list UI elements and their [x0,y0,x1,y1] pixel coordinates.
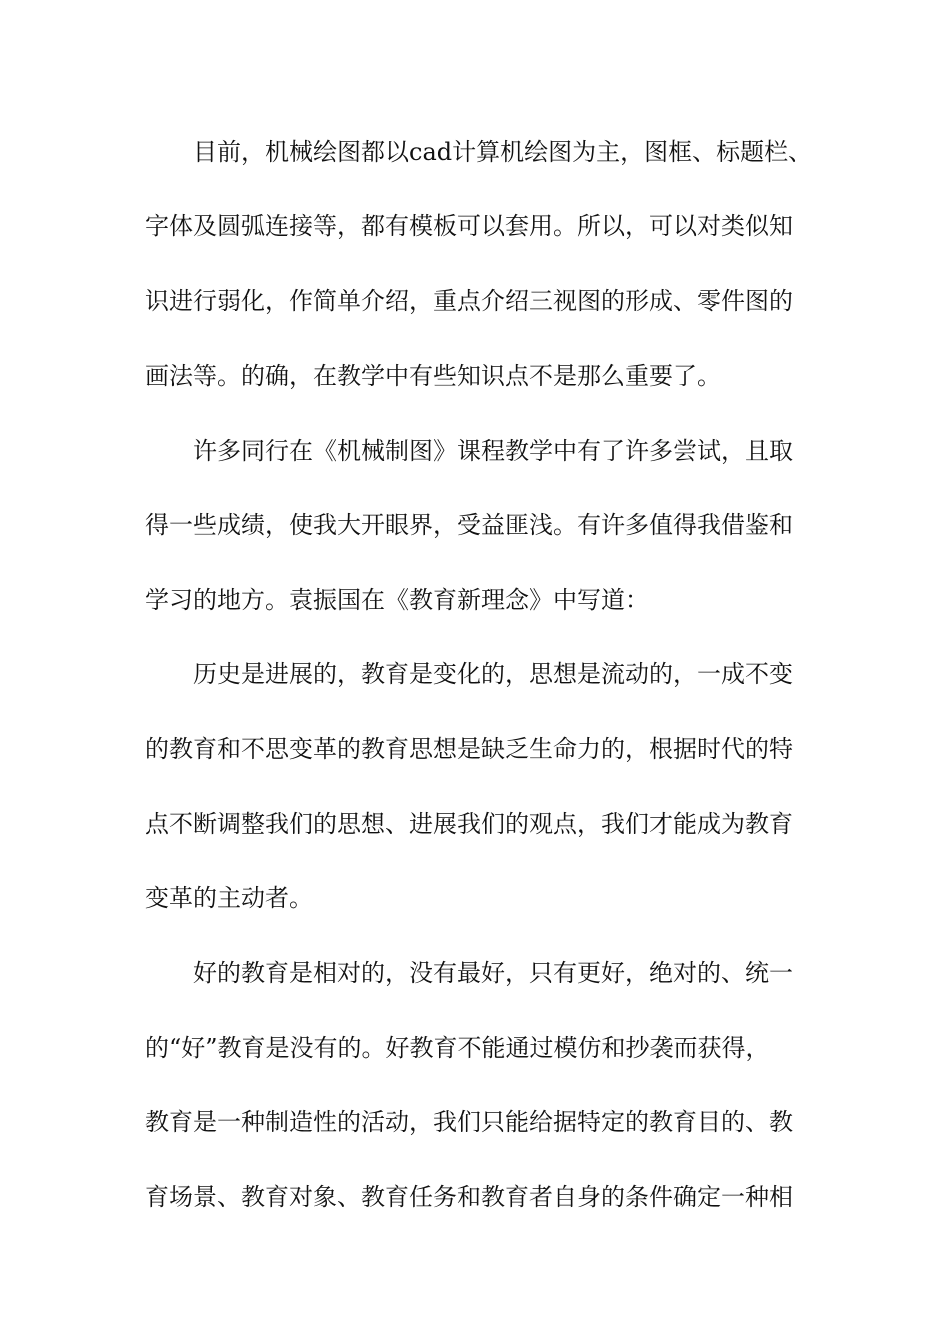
text-line: 点不断调整我们的思想、进展我们的观点，我们才能成为教育 [145,810,793,838]
text-line: 目前，机械绘图都以cad计算机绘图为主，图框、标题栏、 [193,138,813,166]
text-line: 学习的地方。袁振国在《教育新理念》中写道： [145,586,649,614]
text-line: 的教育和不思变革的教育思想是缺乏生命力的，根据时代的特 [145,735,793,763]
text-line: 变革的主动者。 [145,884,313,912]
text-line: 的“好”教育是没有的。好教育不能通过模仿和抄袭而获得， [145,1034,770,1062]
text-line: 字体及圆弧连接等，都有模板可以套用。所以，可以对类似知 [145,212,793,240]
text-line: 历史是进展的，教育是变化的，思想是流动的，一成不变 [193,660,793,688]
text-line: 好的教育是相对的，没有最好，只有更好，绝对的、统一 [193,959,793,987]
text-line: 许多同行在《机械制图》课程教学中有了许多尝试，且取 [193,437,793,465]
text-line: 得一些成绩，使我大开眼界，受益匪浅。有许多值得我借鉴和 [145,511,793,539]
text-line: 教育是一种制造性的活动，我们只能给据特定的教育目的、教 [145,1108,793,1136]
text-line: 识进行弱化，作简单介绍，重点介绍三视图的形成、零件图的 [145,287,793,315]
text-line: 育场景、教育对象、教育任务和教育者自身的条件确定一种相 [145,1183,793,1211]
text-line: 画法等。的确，在教学中有些知识点不是那么重要了。 [145,362,721,390]
